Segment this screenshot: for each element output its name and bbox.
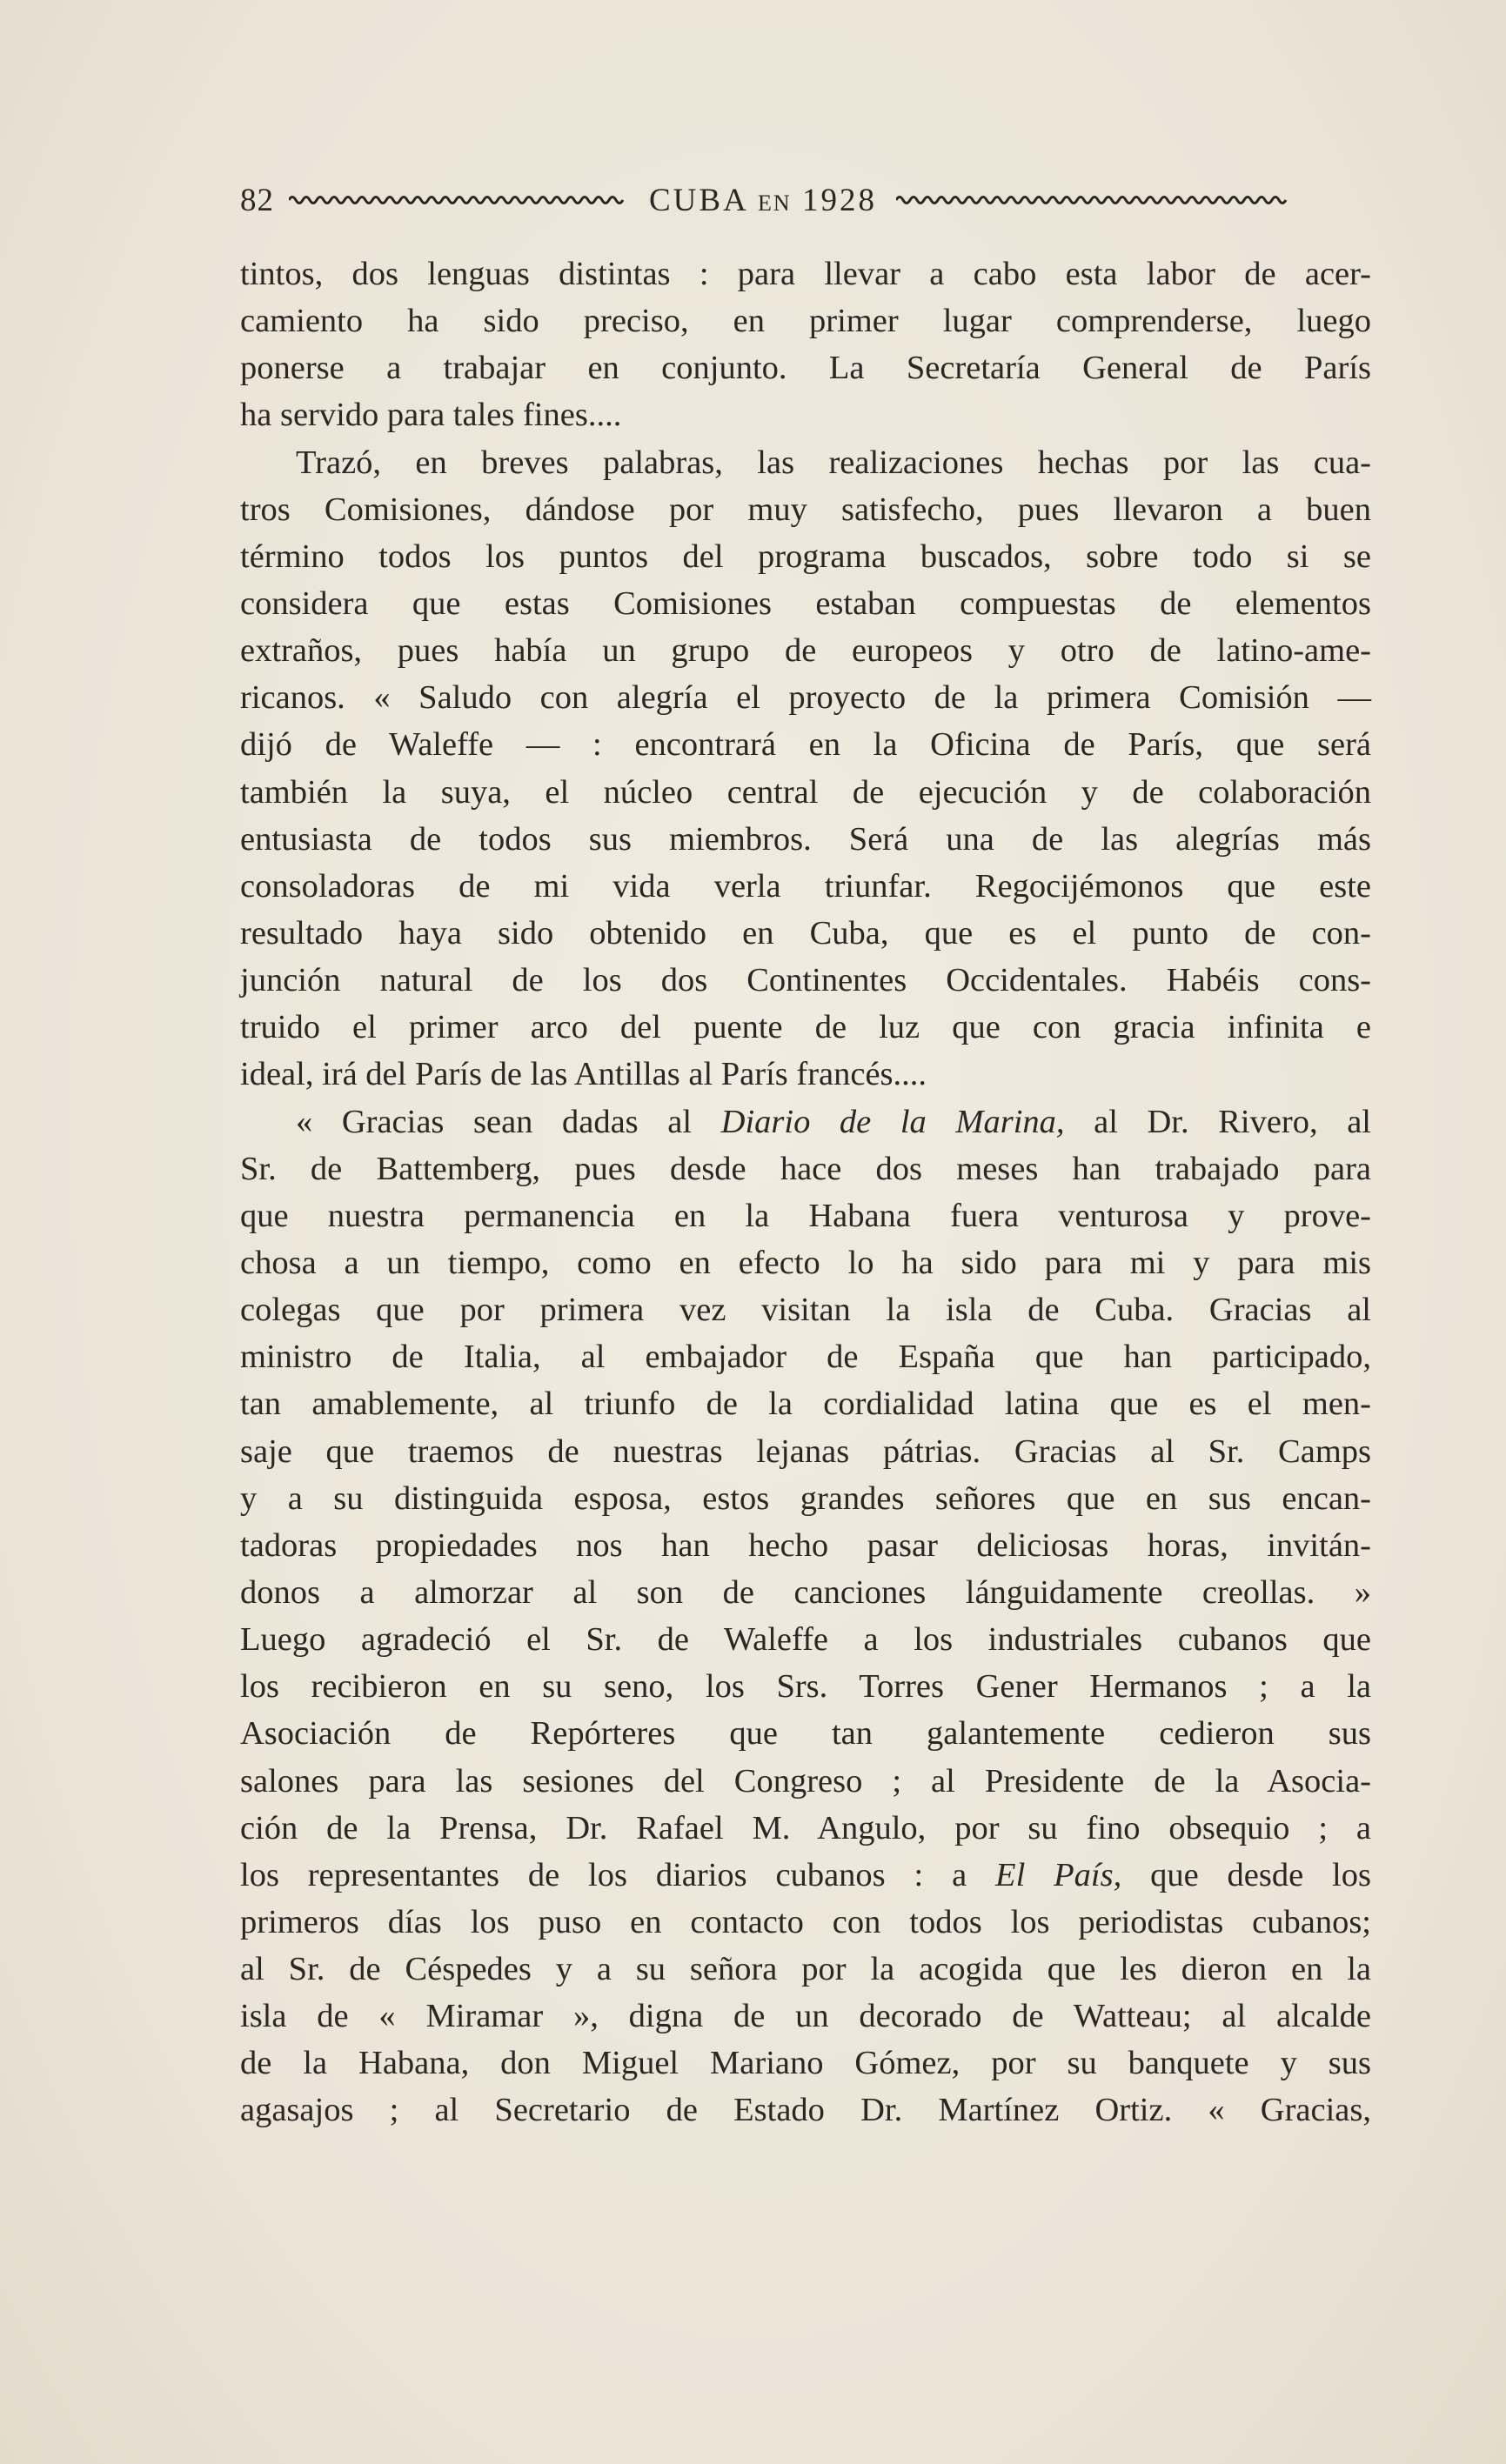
text-line: Trazó, en breves palabras, las realizaciones hechas por las cua-: [296, 444, 1371, 481]
text-line: primeros días los puso en contacto con todos los periodistas cubanos;: [240, 1903, 1371, 1940]
text-line: los representantes de los diarios cubanos : a El País, que desde los: [240, 1856, 1371, 1893]
ornamental-rule-left: [289, 191, 628, 209]
text-line: truido el primer arco del puente de luz que con gracia infinita e: [240, 1009, 1371, 1046]
text-line: Sr. de Battemberg, pues desde hace dos meses han trabajado para: [240, 1150, 1371, 1187]
text-line: los recibieron en su seno, los Srs. Torres Gener Hermanos ; a la: [240, 1668, 1371, 1706]
text-line: y a su distinguida esposa, estos grandes señores que en sus encan-: [240, 1479, 1371, 1517]
text-line: camiento ha sido preciso, en primer lugar comprenderse, luego: [240, 303, 1371, 340]
text-line: consoladoras de mi vida verla triunfar. Regocijémonos que este: [240, 867, 1371, 905]
text-line: al Sr. de Céspedes y a su señora por la acogida que les dieron en la: [240, 1951, 1371, 1988]
text-line: término todos los puntos del programa buscados, sobre todo si se: [240, 538, 1371, 575]
page-number: 82: [240, 182, 274, 218]
text-line: tan amablemente, al triunfo de la cordialidad latina que es el men-: [240, 1386, 1371, 1423]
text-line: salones para las sesiones del Congreso ; al Presidente de la Asocia-: [240, 1762, 1371, 1800]
italic-text: Diario de la Marina,: [720, 1103, 1065, 1140]
text-line: entusiasta de todos sus miembros. Será una de las alegrías más: [240, 820, 1371, 858]
text-line: Asociación de Repórteres que tan galantemente cedieron sus: [240, 1715, 1371, 1753]
text-line: saje que traemos de nuestras lejanas pátrias. Gracias al Sr. Camps: [240, 1432, 1371, 1470]
text-line: tadoras propiedades nos han hecho pasar deliciosas horas, invitán-: [240, 1526, 1371, 1564]
text-line: ha servido para tales fines....: [240, 397, 622, 434]
text-line: también la suya, el núcleo central de ejecución y de colaboración: [240, 773, 1371, 811]
text-line: extraños, pues había un grupo de europeos y otro de latino-ame-: [240, 632, 1371, 670]
body-text: [240, 250, 1371, 2134]
text-line: tros Comisiones, dándose por muy satisfecho, pues llevaron a buen: [240, 491, 1371, 528]
text-line: que nuestra permanencia en la Habana fuera venturosa y prove-: [240, 1197, 1371, 1234]
text-line: tintos, dos lenguas distintas : para llevar a cabo esta labor de acer-: [240, 256, 1371, 292]
ornamental-rule-right: [896, 191, 1292, 209]
text-line: ción de la Prensa, Dr. Rafael M. Angulo, por su fino obsequio ; a: [240, 1809, 1371, 1846]
text-line: Luego agradeció el Sr. de Waleffe a los industriales cubanos que: [240, 1621, 1371, 1659]
italic-text: El País,: [995, 1856, 1122, 1893]
running-header: [240, 174, 1371, 226]
text-line: colegas que por primera vez visitan la isla de Cuba. Gracias al: [240, 1292, 1371, 1329]
text-line: de la Habana, don Miguel Mariano Gómez, por su banquete y sus: [240, 2045, 1371, 2082]
text-line: isla de « Miramar », digna de un decorado de Watteau; al alcalde: [240, 1998, 1371, 2035]
text-line: ricanos. « Saludo con alegría el proyecto de la primera Comisión —: [240, 679, 1371, 717]
text-line: ideal, irá del París de las Antillas al París francés....: [240, 1056, 927, 1093]
text-line: donos a almorzar al son de canciones lánguidamente creollas. »: [240, 1573, 1371, 1611]
running-title: CUBA EN 1928: [649, 182, 877, 218]
text-line: chosa a un tiempo, como en efecto lo ha sido para mi y para mis: [240, 1244, 1371, 1281]
text-line: considera que estas Comisiones estaban compuestas de elementos: [240, 584, 1371, 622]
text-line: « Gracias sean dadas al Diario de la Marina, al Dr. Rivero, al: [296, 1103, 1371, 1140]
text-line: junción natural de los dos Continentes Occidentales. Habéis cons-: [240, 962, 1371, 999]
text-line: ponerse a trabajar en conjunto. La Secretaría General de París: [240, 350, 1371, 387]
text-line: dijó de Waleffe — : encontrará en la Oficina de París, que será: [240, 726, 1371, 764]
text-line: ministro de Italia, al embajador de España que han participado,: [240, 1339, 1371, 1376]
text-line: resultado haya sido obtenido en Cuba, que es el punto de con-: [240, 914, 1371, 952]
text-line: agasajos ; al Secretario de Estado Dr. Martínez Ortiz. « Gracias,: [240, 2092, 1371, 2129]
